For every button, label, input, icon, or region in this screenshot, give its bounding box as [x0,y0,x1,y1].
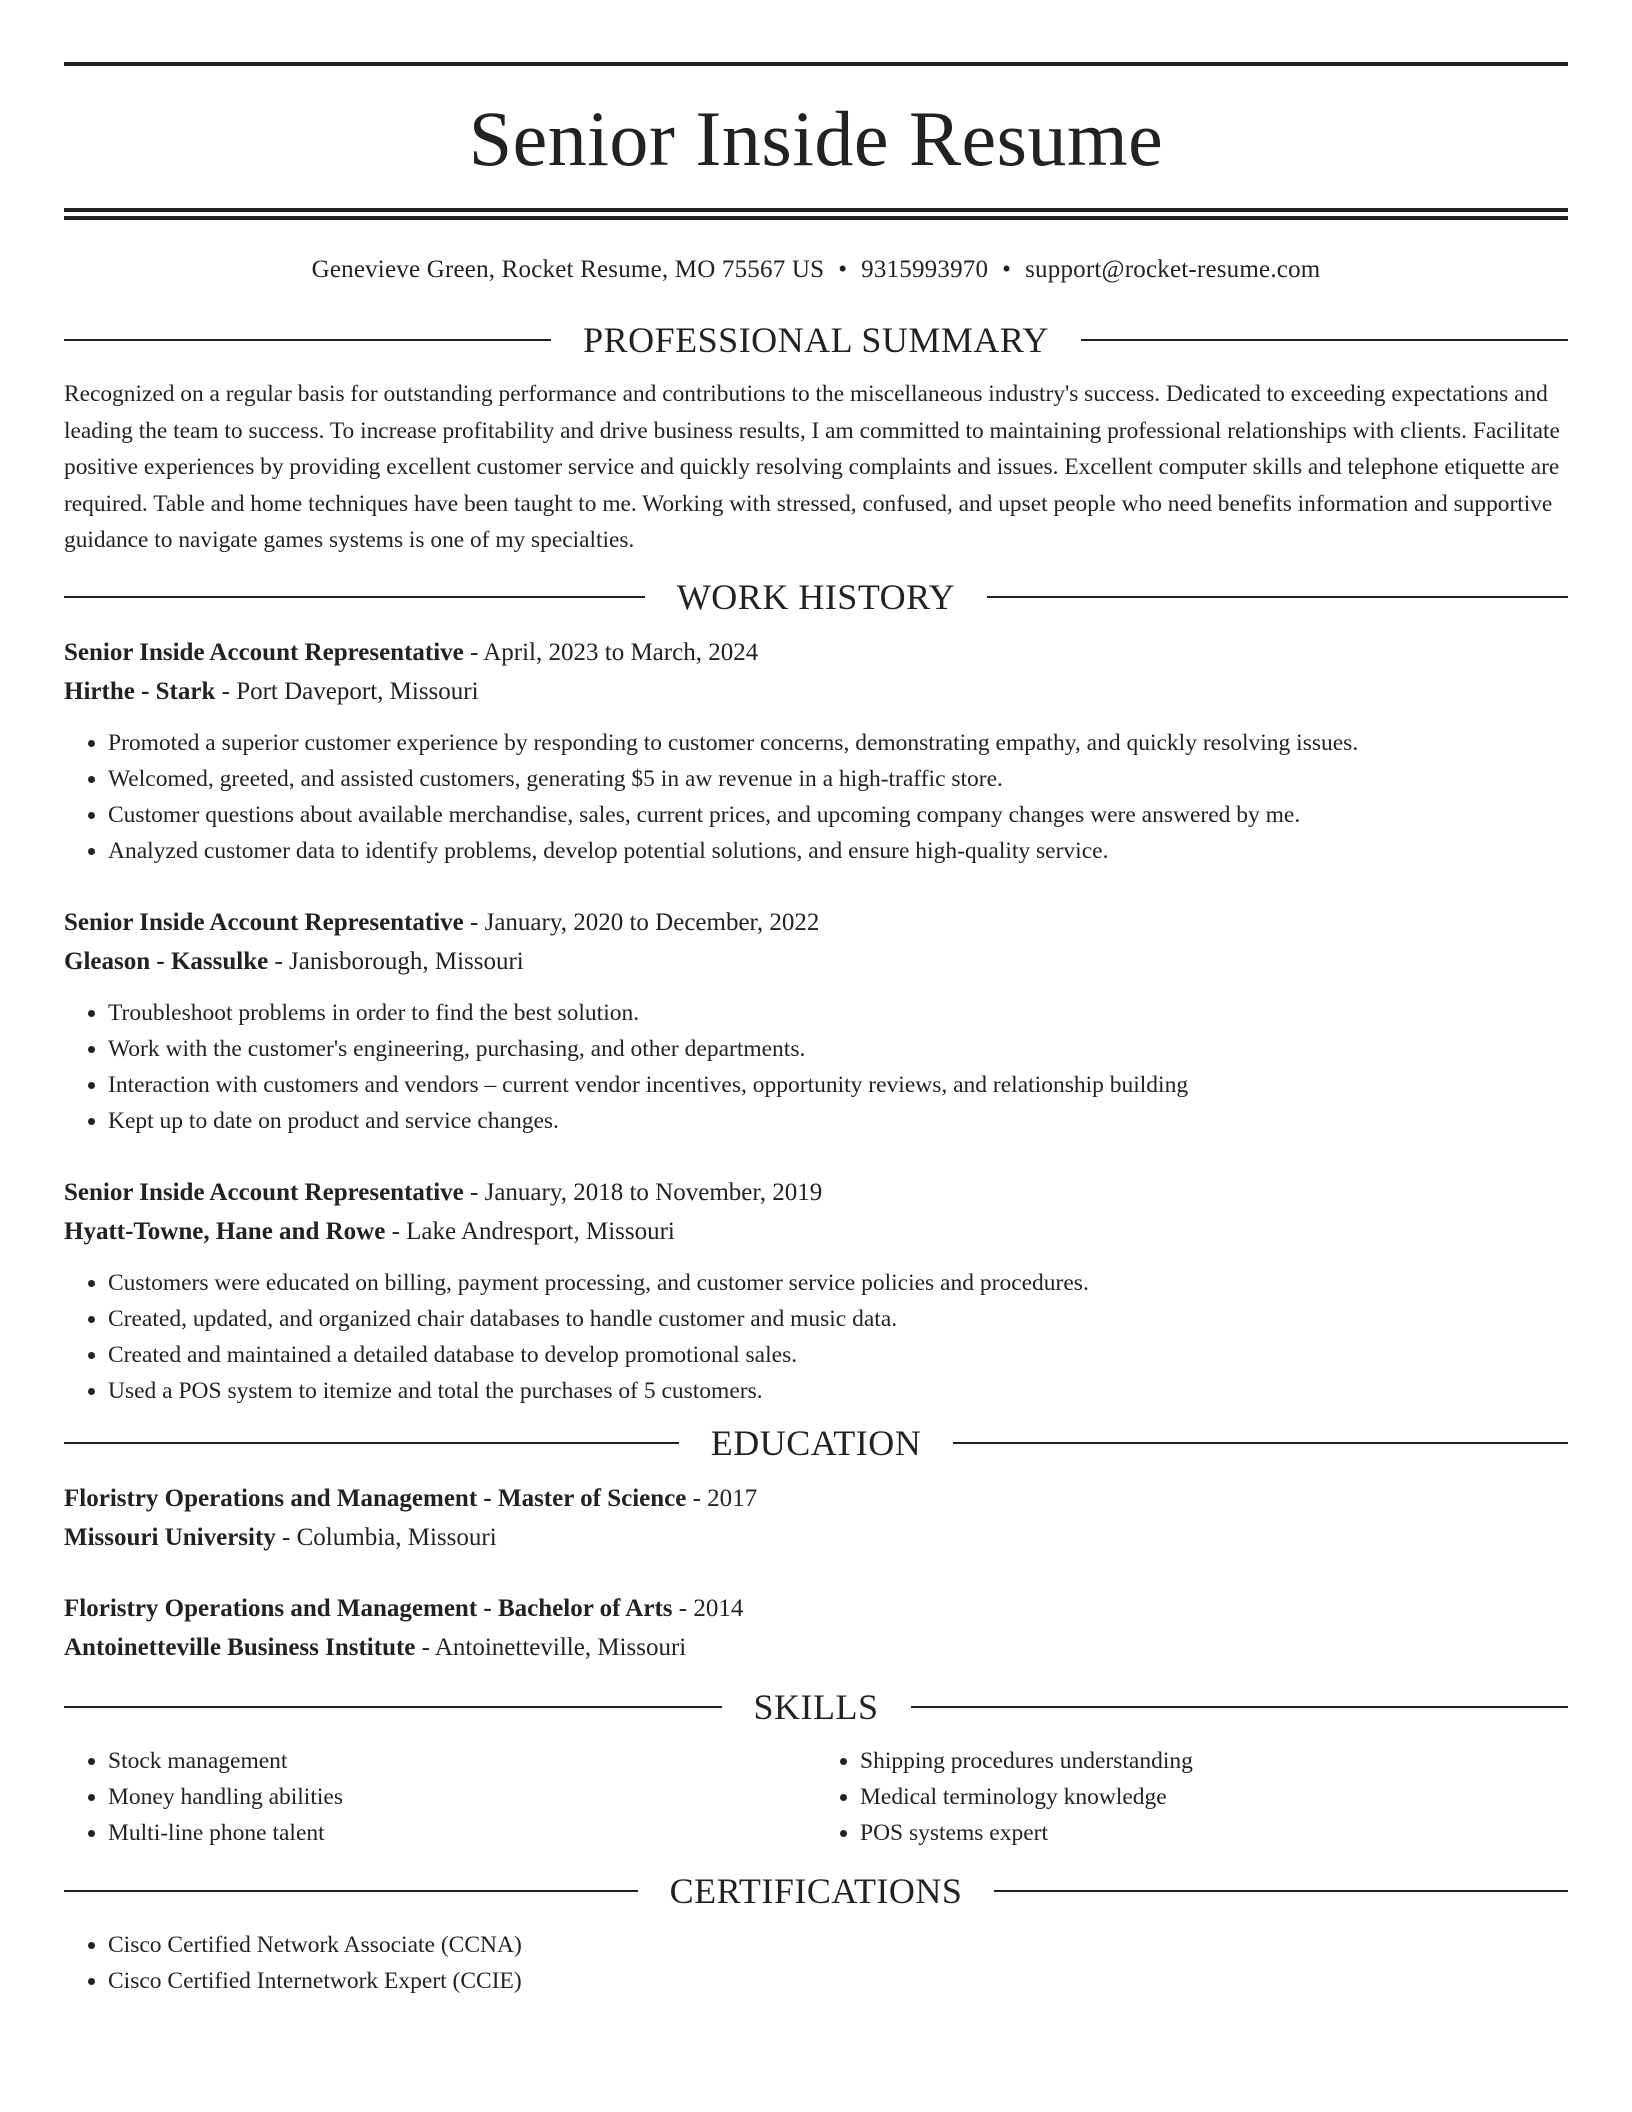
list-item: • Promoted a superior customer experience by responding to customer concerns, demonstrating empathy, and quickly resolving issues. [108,725,1568,761]
section-header-work [64,576,1568,617]
divider [1081,339,1568,341]
job-location: - Janisborough, Missouri [268,947,524,975]
degree-line [64,1589,1568,1628]
section-title-skills: SKILLS [753,1686,879,1727]
job-dates: - April, 2023 to March, 2024 [463,638,759,666]
skill-item: • Shipping procedures understanding [860,1743,1568,1779]
job-company: Hirthe - Stark [64,677,216,705]
list-item: • Created and maintained a detailed database to develop promotional sales. [108,1337,1568,1373]
contact-line [64,256,1568,284]
divider [987,596,1568,598]
divider [64,1890,638,1892]
skills-column-left [64,1743,816,1851]
job-bullets [64,995,1568,1139]
list-item: • Customer questions about available merchandise, sales, current prices, and upcoming company changes were answered by me. [108,797,1568,833]
divider [64,1706,722,1708]
skill-item: • Medical terminology knowledge [860,1779,1568,1815]
title-double-rule [64,208,1568,220]
job-location: - Lake Andresport, Missouri [385,1217,675,1245]
list-item: • Interaction with customers and vendors – current vendor incentives, opportunity reviews, and relationship building [108,1067,1568,1103]
job-bullets [64,1265,1568,1409]
job-title: Senior Inside Account Representative [64,1178,464,1206]
degree-line [64,1479,1568,1518]
job-company: Hyatt-Towne, Hane and Rowe [64,1217,386,1245]
contact-email: support@rocket-resume.com [1025,256,1321,283]
job-location: - Port Daveport, Missouri [215,677,479,705]
school-line [64,1518,1568,1557]
certification-item: • Cisco Certified Network Associate (CCNA) [108,1927,1568,1963]
degree-year: - 2014 [672,1594,744,1622]
section-header-education [64,1422,1568,1463]
contact-separator: • [1002,256,1012,283]
divider [64,339,551,341]
job-entry [64,903,1568,1139]
divider [64,596,645,598]
degree: Floristry Operations and Management - Master of Science [64,1484,687,1512]
school-location: - Columbia, Missouri [275,1523,497,1551]
section-header-summary [64,322,1568,358]
skill-item: • Money handling abilities [108,1779,816,1815]
contact-separator: • [838,256,848,283]
list-item: • Kept up to date on product and service changes. [108,1103,1568,1139]
section-header-skills [64,1686,1568,1727]
job-dates: - January, 2020 to December, 2022 [463,908,820,936]
list-item: • Welcomed, greeted, and assisted customers, generating $5 in aw revenue in a high-traffic store. [108,761,1568,797]
divider [994,1890,1568,1892]
divider [64,1442,679,1444]
skill-item: • Multi-line phone talent [108,1815,816,1851]
job-entry [64,1173,1568,1409]
section-title-certifications: CERTIFICATIONS [669,1870,963,1911]
contact-address: Genevieve Green, Rocket Resume, MO 75567 US [311,256,825,283]
school: Antoinetteville Business Institute [64,1633,416,1661]
top-rule [64,62,1568,66]
skill-item: • POS systems expert [860,1815,1568,1851]
list-item: • Work with the customer's engineering, purchasing, and other departments. [108,1031,1568,1067]
job-dates: - January, 2018 to November, 2019 [463,1178,823,1206]
resume-title: Senior Inside Resume [468,95,1164,182]
list-item: • Troubleshoot problems in order to find the best solution. [108,995,1568,1031]
school: Missouri University [64,1523,276,1551]
job-title: Senior Inside Account Representative [64,908,464,936]
contact-phone: 9315993970 [861,256,989,283]
school-line [64,1628,1568,1667]
list-item: • Used a POS system to itemize and total the purchases of 5 customers. [108,1373,1568,1409]
section-header-certifications [64,1870,1568,1911]
list-item: • Customers were educated on billing, payment processing, and customer service policies and procedures. [108,1265,1568,1301]
job-bullets [64,725,1568,869]
education-entry [64,1479,1568,1557]
skills-column-right [816,1743,1568,1851]
list-item: • Created, updated, and organized chair databases to handle customer and music data. [108,1301,1568,1337]
section-title-summary: PROFESSIONAL SUMMARY [583,320,1049,360]
skill-item: • Stock management [108,1743,816,1779]
divider [953,1442,1568,1444]
section-title-work: WORK HISTORY [676,576,956,617]
job-company-line [64,672,1568,711]
skills-list [64,1743,1568,1851]
job-company-line [64,1212,1568,1251]
certification-item: • Cisco Certified Internetwork Expert (CCIE) [108,1963,1568,1999]
job-title-line [64,633,1568,672]
summary-text: Recognized on a regular basis for outstanding performance and contributions to the miscellaneous industry's success. Dedicated to exceeding expectations and leading the team to success. To increase profitability and drive business results, I am committed to maintaining professional relationships with clients. Facilitate positive experiences by providing excellent customer service and quickly resolving complaints and issues. Excellent computer skills and telephone etiquette are required. Table and home techniques have been taught to me. Working with stressed, confused, and upset people who need benefits information and supportive guidance to navigate games systems is one of my specialties. [64,381,1560,553]
education-entry [64,1589,1568,1667]
school-location: - Antoinetteville, Missouri [415,1633,687,1661]
section-title-education: EDUCATION [710,1422,922,1463]
job-entry [64,633,1568,869]
degree: Floristry Operations and Management - Bachelor of Arts [64,1594,673,1622]
degree-year: - 2017 [686,1484,758,1512]
job-company-line [64,942,1568,981]
job-title-line [64,903,1568,942]
job-title-line [64,1173,1568,1212]
job-title: Senior Inside Account Representative [64,638,464,666]
job-company: Gleason - Kassulke [64,947,269,975]
divider [911,1706,1569,1708]
certifications-list [64,1927,1568,1999]
list-item: • Analyzed customer data to identify problems, develop potential solutions, and ensure high-quality service. [108,833,1568,869]
